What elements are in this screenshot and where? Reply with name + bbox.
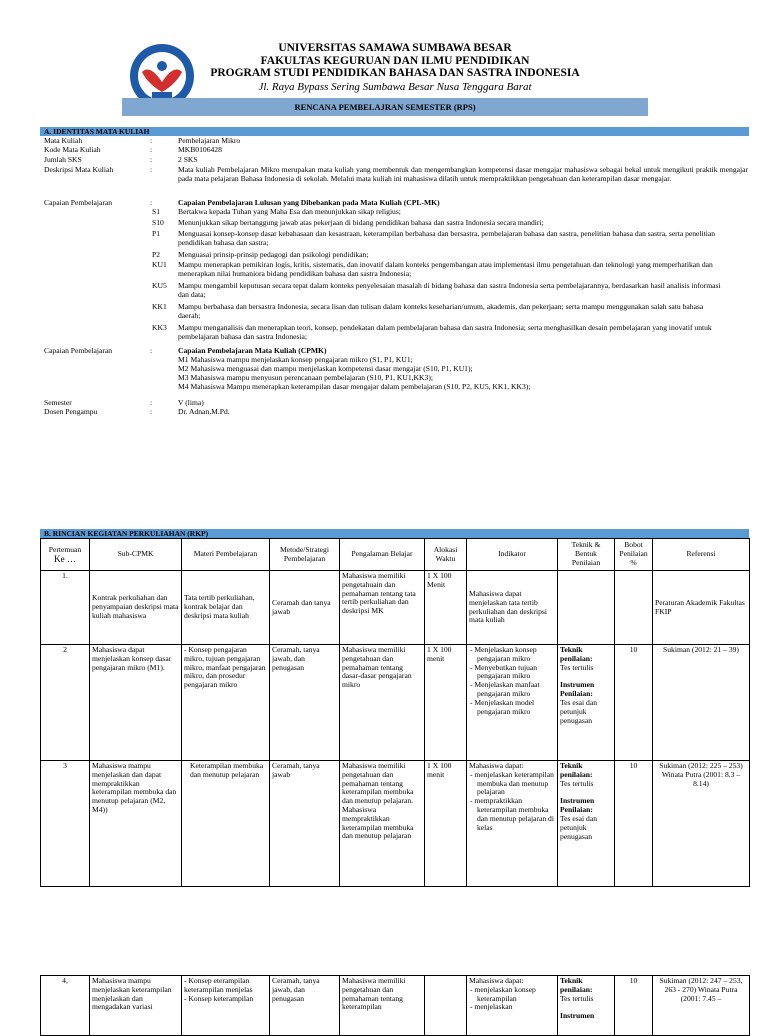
col-header-indikator: Indikator bbox=[467, 539, 558, 571]
cpl-code: KU1 bbox=[152, 260, 167, 269]
cpmk-item: M4 Mahasiswa Mampu menerapkan keterampilan dasar mengajar dalam pembelajaran (S10, P2, KU5, KK1, KK3); bbox=[178, 382, 531, 391]
table-row: 4, Mahasiswa mampu menjelaskan keterampilan menjelaskan dan mengadakan variasi - Konsep eterampilan keterampilan menjelas - Konsep keterampilan Ceramah, tanya jawab, dan penugasan Mahasiswa memiliki pengetahuan dan pemahaman tentang keterampilan Mahasiswa dapat: - menjelaskan konsep keterampilan - menjelaskan Teknik penilaian: Tes tertulis Instrumen 10 Sukiman (2012: 247 – 253, 263 - 270) Winata Putra (2001: 7.45 – bbox=[41, 976, 750, 1036]
col-header-pengalaman: Pengalaman Belajar bbox=[340, 539, 425, 571]
col-header-materi: Materi Pembelajaran bbox=[182, 539, 270, 571]
cpl-code: KK3 bbox=[152, 323, 167, 332]
cpl-code: S1 bbox=[152, 207, 161, 216]
address: Jl. Raya Bypass Sering Sumbawa Besar Nusa Tenggara Barat bbox=[258, 81, 532, 93]
col-header-bobot: Bobot Penilaian % bbox=[615, 539, 653, 571]
section-a-title: A. IDENTITAS MATA KULIAH bbox=[40, 127, 749, 136]
indicator-item: - Menjelaskan konsep pengajaran mikro bbox=[470, 645, 537, 663]
indicator-item: - Menjelaskan model pengajaran mikro bbox=[470, 697, 535, 716]
section-b-title: B. RINCIAN KEGIATAN PERKULIAHAN (RKP) bbox=[40, 529, 749, 538]
program-name: PROGRAM STUDI PENDIDIKAN BAHASA DAN SASTRA INDONESIA bbox=[210, 67, 580, 79]
cpl-code: KK1 bbox=[152, 302, 167, 311]
cpl-code: P1 bbox=[152, 229, 161, 238]
cpl-text: Bertakwa kepada Tuhan yang Maha Esa dan menunjukkan sikap religius; bbox=[178, 207, 401, 216]
cpmk-item: M3 Mahasiswa mampu menyusun perencanaan pembelajaran (S10, P1, KU1,KK3); bbox=[178, 373, 433, 382]
cpl-text: Menunjukkan sikap bertanggung jawab atas pekerjaan di bidang pendidikan bahasa dan sastra Indonesia secara mandiri; bbox=[178, 218, 544, 227]
cpl-text: Mampu mengambil keputusan secara tepat dalam konteks penyelesaian masalah di bidang bahasa dan sastra Indonesia serta pembelajarannya, berdasarkan hasil analisis informasi dan data; bbox=[178, 281, 721, 299]
cpmk-item: M1 Mahasiswa mampu menjelaskan konsep pengajaran mikro (S1, P1, KU1; bbox=[178, 355, 413, 364]
indicator-item: - menjelaskan bbox=[470, 1002, 513, 1012]
cpl-code: S10 bbox=[152, 218, 164, 227]
rkp-table bbox=[40, 538, 750, 887]
col-header-sub: Sub-CPMK bbox=[90, 539, 182, 571]
cpl-text: Mampu berbahasa dan bersastra Indonesia, secara lisan dan tulisan dalam konteks keseharian/umum, akademis, dan pekerjaan; serta mampu menggunakan salah satu bahasa daerah; bbox=[178, 302, 704, 320]
cpl-text: Menguasai konsep-konsep dasar kebahasaan dan kesastraan, keterampilan berbahasa dan bersastra, pembelajaran bahasa dan sastra, penelitian bahasa dan sastra, serta penelitian pendidikan bahasa dan sastra; bbox=[178, 229, 716, 247]
indicator-item: - menjelaskan konsep keterampilan bbox=[470, 984, 536, 1003]
col-header-metode: Metode/Strategi Pembelajaran bbox=[270, 539, 340, 571]
indicator-item: - Menyebutkan tujuan pengajaran mikro bbox=[470, 662, 538, 681]
cpmk-item: M2 Mahasiswa menguasai dan mampu menjelaskan kompetensi dasar mengajar (S10, P1, KU1); bbox=[178, 364, 473, 373]
faculty-name: FAKULTAS KEGURUAN DAN ILMU PENDIDIKAN bbox=[260, 54, 530, 67]
rkp-table-continued bbox=[40, 975, 750, 1036]
table-row: 1. Kontrak perkuliahan dan penyampaian deskripsi mata kuliah mahasiswa Tata tertib perkuliahan, kontrak belajar dan deskripsi mata kuliah Ceramah dan tanya jawab Mahasiswa memiliki pengetahuain dan pemahaman tentang tata tertib perkuliahan dan deskripsi MK 1 X 100 Menit Mahasiswa dapat menjelaskan tata tertib perkuliahan dan deskripsi mata kuliah Peraturan Akademik Fakultas FKIP bbox=[41, 571, 750, 645]
table-header-row bbox=[41, 539, 750, 571]
indicator-item: - Menjelaskan manfaat pengajaran mikro bbox=[470, 680, 540, 698]
cpl-code: P2 bbox=[152, 250, 161, 259]
cpl-text: Mampu menganalisis dan menerapkan teori, konsep, pendekatan dalam pembelajaran bahasa dan sastra Indonesia; serta menghasilkan desain pembelajaran yang inovatif untuk pembelajaran bahasa dan sastra Indonesia; bbox=[178, 323, 712, 341]
table-row: 2 Mahasiswa dapat menjelaskan konsep dasar pengajaran mikro (M1). - Konsep pengajaran mikro, tujuan pengajaran mikro, manfaat pengajaran mikro, dan prosedur pengajaran mikro Ceramah, tanya jawab, dan penugasan Mahasiswa memiliki pengetahuan dan pemahaman tentang dasar-dasar pengajaran mikro 1 X 100 menit - Menjelaskan konsep pengajaran mikro - Menyebutkan tujuan pengajaran mikro - Menjelaskan manfaat pengajaran mikro - Menjelaskan model pengajaran mikro Teknik penilaian: Tes tertulis Instrumen Penilaian: Tes esai dan petunjuk penugasan 10 Sukiman (2012: 21 – 39) bbox=[41, 645, 750, 761]
cpl-code: KU5 bbox=[152, 281, 167, 290]
header-block bbox=[200, 42, 590, 80]
university-name: UNIVERSITAS SAMAWA SUMBAWA BESAR bbox=[278, 42, 512, 54]
table-row: 3 Mahasiswa mampu menjelaskan dan dapat mempraktikkan keterampilan membuka dan menutup pelajaran (M2, M4)) Keterampilan membuka dan menutup pelajaran Ceramah, tanya jawab Mahasiswa memiliki pengetahuan dan pemahaman tentang keterampilan membuka dan menutup pelajaran. Mahasiswa mempraktikkan keterampilan membuka dan menutup pelajaran 1 X 100 menit Mahasiswa dapat: - menjelaskan keterampilan membuka dan menutup pelajaran - mempraktikkan keterampilan membuka dan menutup pelajaran di kelas Teknik penilaian: Tes tertulis Instrumen Penilaian: Tes esai dan petunjuk penugasan 10 Sukiman (2012: 225 – 253) Winata Putra (2001: 8.3 – 8.14) bbox=[41, 761, 750, 887]
rps-title: RENCANA PEMBELAJRAN SEMESTER (RPS) bbox=[122, 98, 648, 116]
col-header-teknik: Teknik & Bentuk Penilaian bbox=[558, 539, 615, 571]
col-header-alokasi: Alokasi Waktu bbox=[425, 539, 467, 571]
indicator-item: - mempraktikkan keterampilan membuka dan menutup pelajaran di kelas bbox=[470, 796, 554, 832]
col-header-pertemuan: Pertemuan Ke … bbox=[41, 539, 90, 571]
indicator-item: - menjelaskan keterampilan membuka dan menutup pelajaran bbox=[470, 769, 554, 797]
cpl-text: Menguasai prinsip-prinsip pedagogi dan psikologi pendidikan; bbox=[178, 250, 369, 259]
cpl-text: Mampu menerapkan pemikiran logis, kritis, sistematis, dan inovatif dalam konteks pengembangan atau implementasi ilmu pengetahuan dan teknologi yang memperhatikan dan menerapkan nilai humaniora bidang pendidikan bahasa dan sastra Indonesia; bbox=[178, 260, 713, 278]
col-header-referensi: Referensi bbox=[653, 539, 750, 571]
